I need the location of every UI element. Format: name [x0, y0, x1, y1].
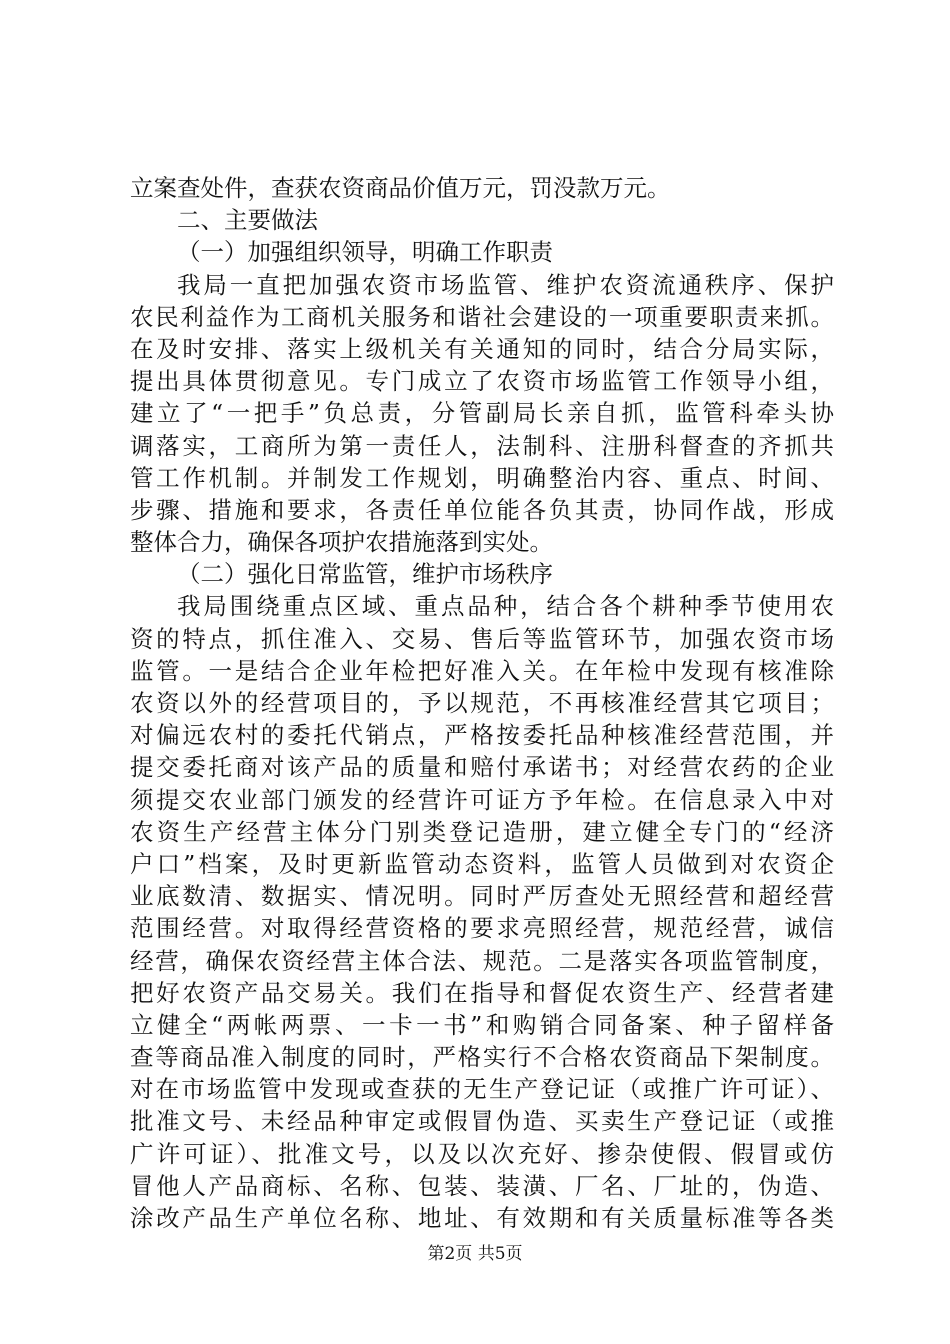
text-line: 立案查处件，查获农资商品价值万元，罚没款万元。: [130, 174, 671, 202]
text-line: 业底数清、数据实、情况明。同时严厉查处无照经营和超经营: [130, 882, 834, 911]
text-line: 冒他人产品商标、名称、包装、装潢、厂名、厂址的，伪造、: [130, 1171, 834, 1200]
section-heading: 二、主要做法: [177, 206, 318, 235]
text-line: 对在市场监管中发现或查获的无生产登记证（或推广许可证）、: [130, 1075, 834, 1104]
text-line: 提出具体贯彻意见。专门成立了农资市场监管工作领导小组，: [130, 367, 834, 396]
text-line: 批准文号、未经品种审定或假冒伪造、买卖生产登记证（或推: [130, 1107, 834, 1136]
text-line: 农资生产经营主体分门别类登记造册，建立健全专门的“经济: [130, 817, 834, 846]
text-line: 须提交农业部门颁发的经营许可证方予年检。在信息录入中对: [130, 785, 834, 814]
text-line: 户口”档案，及时更新监管动态资料，监管人员做到对农资企: [130, 849, 834, 878]
page-number: 第2页 共5页: [427, 1244, 523, 1264]
text-line: 把好农资产品交易关。我们在指导和督促农资生产、经营者建: [130, 978, 834, 1007]
text-line: 整体合力，确保各项护农措施落到实处。: [130, 528, 553, 557]
text-line: 资的特点，抓住准入、交易、售后等监管环节，加强农资市场: [130, 624, 834, 653]
document-body: [130, 172, 834, 1234]
text-line: 提交委托商对该产品的质量和赔付承诺书；对经营农药的企业: [130, 753, 834, 782]
text-line: 查等商品准入制度的同时，严格实行不合格农资商品下架制度。: [130, 1043, 834, 1072]
text-line: 广许可证）、批准文号，以及以次充好、掺杂使假、假冒或仿: [130, 1139, 834, 1168]
subsection-heading: （二）强化日常监管，维护市场秩序: [177, 560, 553, 589]
text-line: 监管。一是结合企业年检把好准入关。在年检中发现有核准除: [130, 656, 834, 685]
text-line: 涂改产品生产单位名称、地址、有效期和有关质量标准等各类: [130, 1204, 834, 1232]
subsection-heading: （一）加强组织领导，明确工作职责: [177, 238, 553, 267]
text-line: 立健全“两帐两票、一卡一书”和购销合同备案、种子留样备: [130, 1010, 834, 1039]
text-line: 对偏远农村的委托代销点，严格按委托品种核准经营范围，并: [130, 721, 834, 750]
text-line: 范围经营。对取得经营资格的要求亮照经营，规范经营，诚信: [130, 914, 834, 943]
text-line: 农资以外的经营项目的，予以规范，不再核准经营其它项目；: [130, 689, 834, 717]
text-line: 农民利益作为工商机关服务和谐社会建设的一项重要职责来抓。: [130, 302, 834, 331]
text-line: 建立了“一把手”负总责，分管副局长亲自抓，监管科牵头协: [130, 399, 834, 428]
text-line: 我局围绕重点区域、重点品种，结合各个耕种季节使用农: [177, 592, 834, 621]
text-line: 调落实，工商所为第一责任人，法制科、注册科督查的齐抓共: [130, 431, 834, 460]
text-line: 管工作机制。并制发工作规划，明确整治内容、重点、时间、: [130, 463, 834, 492]
text-line: 经营，确保农资经营主体合法、规范。二是落实各项监管制度，: [130, 946, 834, 975]
text-line: 在及时安排、落实上级机关有关通知的同时，结合分局实际，: [130, 334, 834, 363]
text-line: 我局一直把加强农资市场监管、维护农资流通秩序、保护: [177, 270, 834, 299]
text-line: 步骤、措施和要求，各责任单位能各负其责，协同作战，形成: [130, 495, 834, 524]
